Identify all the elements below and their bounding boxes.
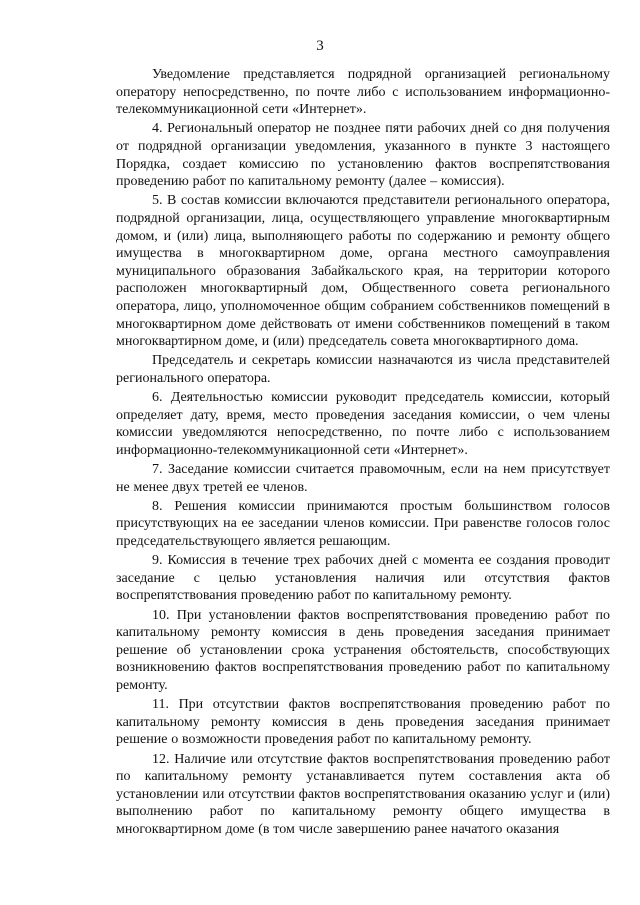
paragraph-item-8: 8. Решения комиссии принимаются простым большинством голосов присутствующих на ее заседании членов комиссии. При равенстве голосов голос председательствующего является решающим. <box>116 498 610 549</box>
paragraph-item-12: 12. Наличие или отсутствие фактов воспрепятствования проведению работ по капитальному ремонту устанавливается путем составления акта об установлении или отсутствии фактов воспрепятствования оказанию услуг и (или) выполнению работ по капитальному ремонту общего имущества в многоквартирном доме (в том числе завершению ранее начатого оказания <box>116 751 610 837</box>
paragraph-item-4: 4. Региональный оператор не позднее пяти рабочих дней со дня получения от подрядной организации уведомления, указанного в пункте 3 настоящего Порядка, создает комиссию по установлению фактов воспрепятствования проведению работ по капитальному ремонту (далее – комиссия). <box>116 121 610 190</box>
paragraph-item-9: 9. Комиссия в течение трех рабочих дней с момента ее создания проводит заседание с целью установления наличия или отсутствия фактов воспрепятствования проведению работ по капитальному ремонту. <box>116 553 610 604</box>
paragraph-item-5: 5. В состав комиссии включаются представители регионального оператора, подрядной организации, лица, осуществляющего управление многоквартирным домом, и (или) лица, выполняющего работы по содержанию и ремонту общего имущества в многоквартирном доме, органа местного самоуправления муниципального образования Забайкальского края, на территории которого расположен многоквартирный дом, Общественного совета регионального оператора, лицо, уполномоченное общим собранием собственников помещений в многоквартирном доме действовать от имени собственников помещений в таком многоквартирном доме, и (или) председатель совета многоквартирного дома. <box>116 193 610 350</box>
page-number: 3 <box>316 38 324 54</box>
paragraph-item-11: 11. При отсутствии фактов воспрепятствования проведению работ по капитальному ремонту комиссия в день проведения заседания принимает решение о возможности проведения работ по капитальному ремонту. <box>116 697 610 748</box>
paragraph-notification-delivery: Уведомление представляется подрядной организацией региональному оператору непосредственно, по почте либо с использованием информационно-телекоммуникационной сети «Интернет». <box>116 67 610 118</box>
paragraph-chair-secretary: Председатель и секретарь комиссии назначаются из числа представителей регионального оператора. <box>116 353 610 386</box>
document-body <box>116 66 610 840</box>
paragraph-item-6: 6. Деятельностью комиссии руководит председатель комиссии, который определяет дату, время, место проведения заседания комиссии, о чем члены комиссии уведомляются непосредственно, по почте либо с использованием информационно-телекоммуникационной сети «Интернет». <box>116 390 610 458</box>
paragraph-item-10: 10. При установлении фактов воспрепятствования проведению работ по капитальному ремонту комиссия в день проведения заседания принимает решение об установлении срока устранения обстоятельств, способствующих возникновению фактов воспрепятствования проведению работ по капитальному ремонту. <box>116 607 610 693</box>
paragraph-item-7: 7. Заседание комиссии считается правомочным, если на нем присутствует не менее двух третей ее членов. <box>116 462 610 495</box>
